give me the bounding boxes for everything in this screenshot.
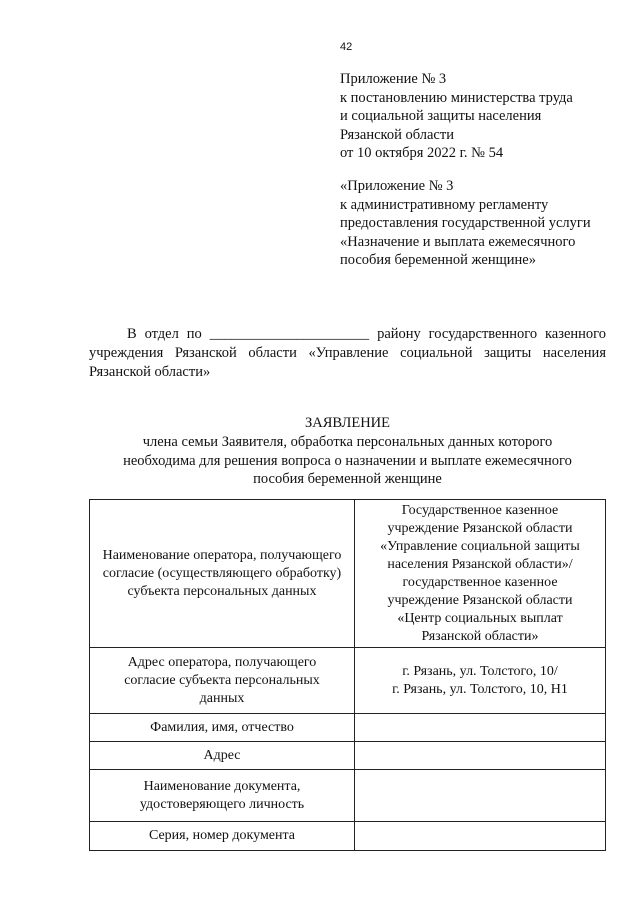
cell-line: данных — [199, 690, 245, 706]
regulation-appendix-header — [340, 177, 630, 270]
cell-line: населения Рязанской области»/ — [387, 556, 573, 572]
cell-line: Наименование оператора, получающего — [102, 547, 342, 563]
appendix-line: «Назначение и выплата ежемесячного — [340, 233, 576, 250]
cell-line: государственное казенное — [402, 574, 558, 590]
consent-table — [89, 499, 606, 851]
addressee-line-1 — [89, 325, 606, 344]
identity-document-field[interactable] — [355, 770, 606, 822]
subtitle-line: необходима для решения вопроса о назначении и выплате ежемесячного — [123, 452, 572, 469]
full-name-label: Фамилия, имя, отчество — [90, 714, 355, 742]
table-row — [90, 822, 606, 851]
operator-name-label — [90, 500, 355, 648]
appendix-line: предоставления государственной услуги — [340, 215, 591, 231]
identity-document-label — [90, 770, 355, 822]
table-row — [90, 742, 606, 770]
full-name-field[interactable] — [355, 714, 606, 742]
subtitle-line: члена семьи Заявителя, обработка персональных данных которого — [142, 434, 553, 450]
cell-line: Адрес оператора, получающего — [127, 654, 317, 670]
table-row — [90, 714, 606, 742]
cell-line: Наименование документа, — [143, 778, 301, 794]
appendix-line: и социальной защиты населения — [340, 108, 542, 124]
operator-name-value — [355, 500, 606, 648]
cell-line: учреждение Рязанской области — [387, 520, 573, 536]
cell-line: «Центр социальных выплат — [397, 610, 563, 626]
document-subtitle — [89, 433, 606, 489]
cell-line: учреждение Рязанской области — [387, 592, 573, 608]
appendix-line: к административному регламенту — [340, 196, 549, 213]
document-number-label: Серия, номер документа — [90, 822, 355, 851]
subtitle-line: пособия беременной женщине — [253, 471, 442, 487]
addressee-prefix: В отдел по — [127, 326, 202, 342]
cell-line: субъекта персональных данных — [127, 583, 317, 599]
operator-address-value — [355, 648, 606, 714]
appendix-line: Рязанской области — [340, 126, 454, 143]
addressee-suffix: району государственного казенного — [377, 326, 607, 342]
appendix-header — [340, 70, 630, 163]
document-title: ЗАЯВЛЕНИЕ — [304, 415, 391, 431]
appendix-line: к постановлению министерства труда — [340, 89, 573, 106]
cell-line: г. Рязань, ул. Толстого, 10/ — [402, 663, 558, 679]
page-number: 42 — [340, 41, 353, 53]
cell-line: г. Рязань, ул. Толстого, 10, Н1 — [392, 681, 568, 697]
address-label: Адрес — [90, 742, 355, 770]
cell-line: согласие субъекта персональных — [124, 672, 320, 688]
cell-line: «Управление социальной защиты — [380, 538, 580, 554]
table-row — [90, 648, 606, 714]
table-row — [90, 770, 606, 822]
appendix-line: «Приложение № 3 — [340, 178, 454, 194]
cell-line: удостоверяющего личность — [139, 796, 305, 812]
cell-line: согласие (осуществляющего обработку) — [102, 565, 342, 581]
address-field[interactable] — [355, 742, 606, 770]
document-number-field[interactable] — [355, 822, 606, 851]
cell-line: Государственное казенное — [401, 502, 559, 518]
district-blank-field[interactable]: ______________________ — [209, 326, 370, 342]
addressee-paragraph — [89, 325, 606, 382]
table-row — [90, 500, 606, 648]
cell-line: Рязанской области» — [421, 628, 539, 644]
appendix-line: от 10 октября 2022 г. № 54 — [340, 145, 504, 161]
operator-address-label — [90, 648, 355, 714]
appendix-line: пособия беременной женщине» — [340, 252, 536, 268]
addressee-line-2: учреждения Рязанской области «Управление социальной защиты населения — [89, 345, 606, 361]
appendix-line: Приложение № 3 — [340, 71, 447, 87]
addressee-line-3: Рязанской области» — [89, 364, 211, 380]
